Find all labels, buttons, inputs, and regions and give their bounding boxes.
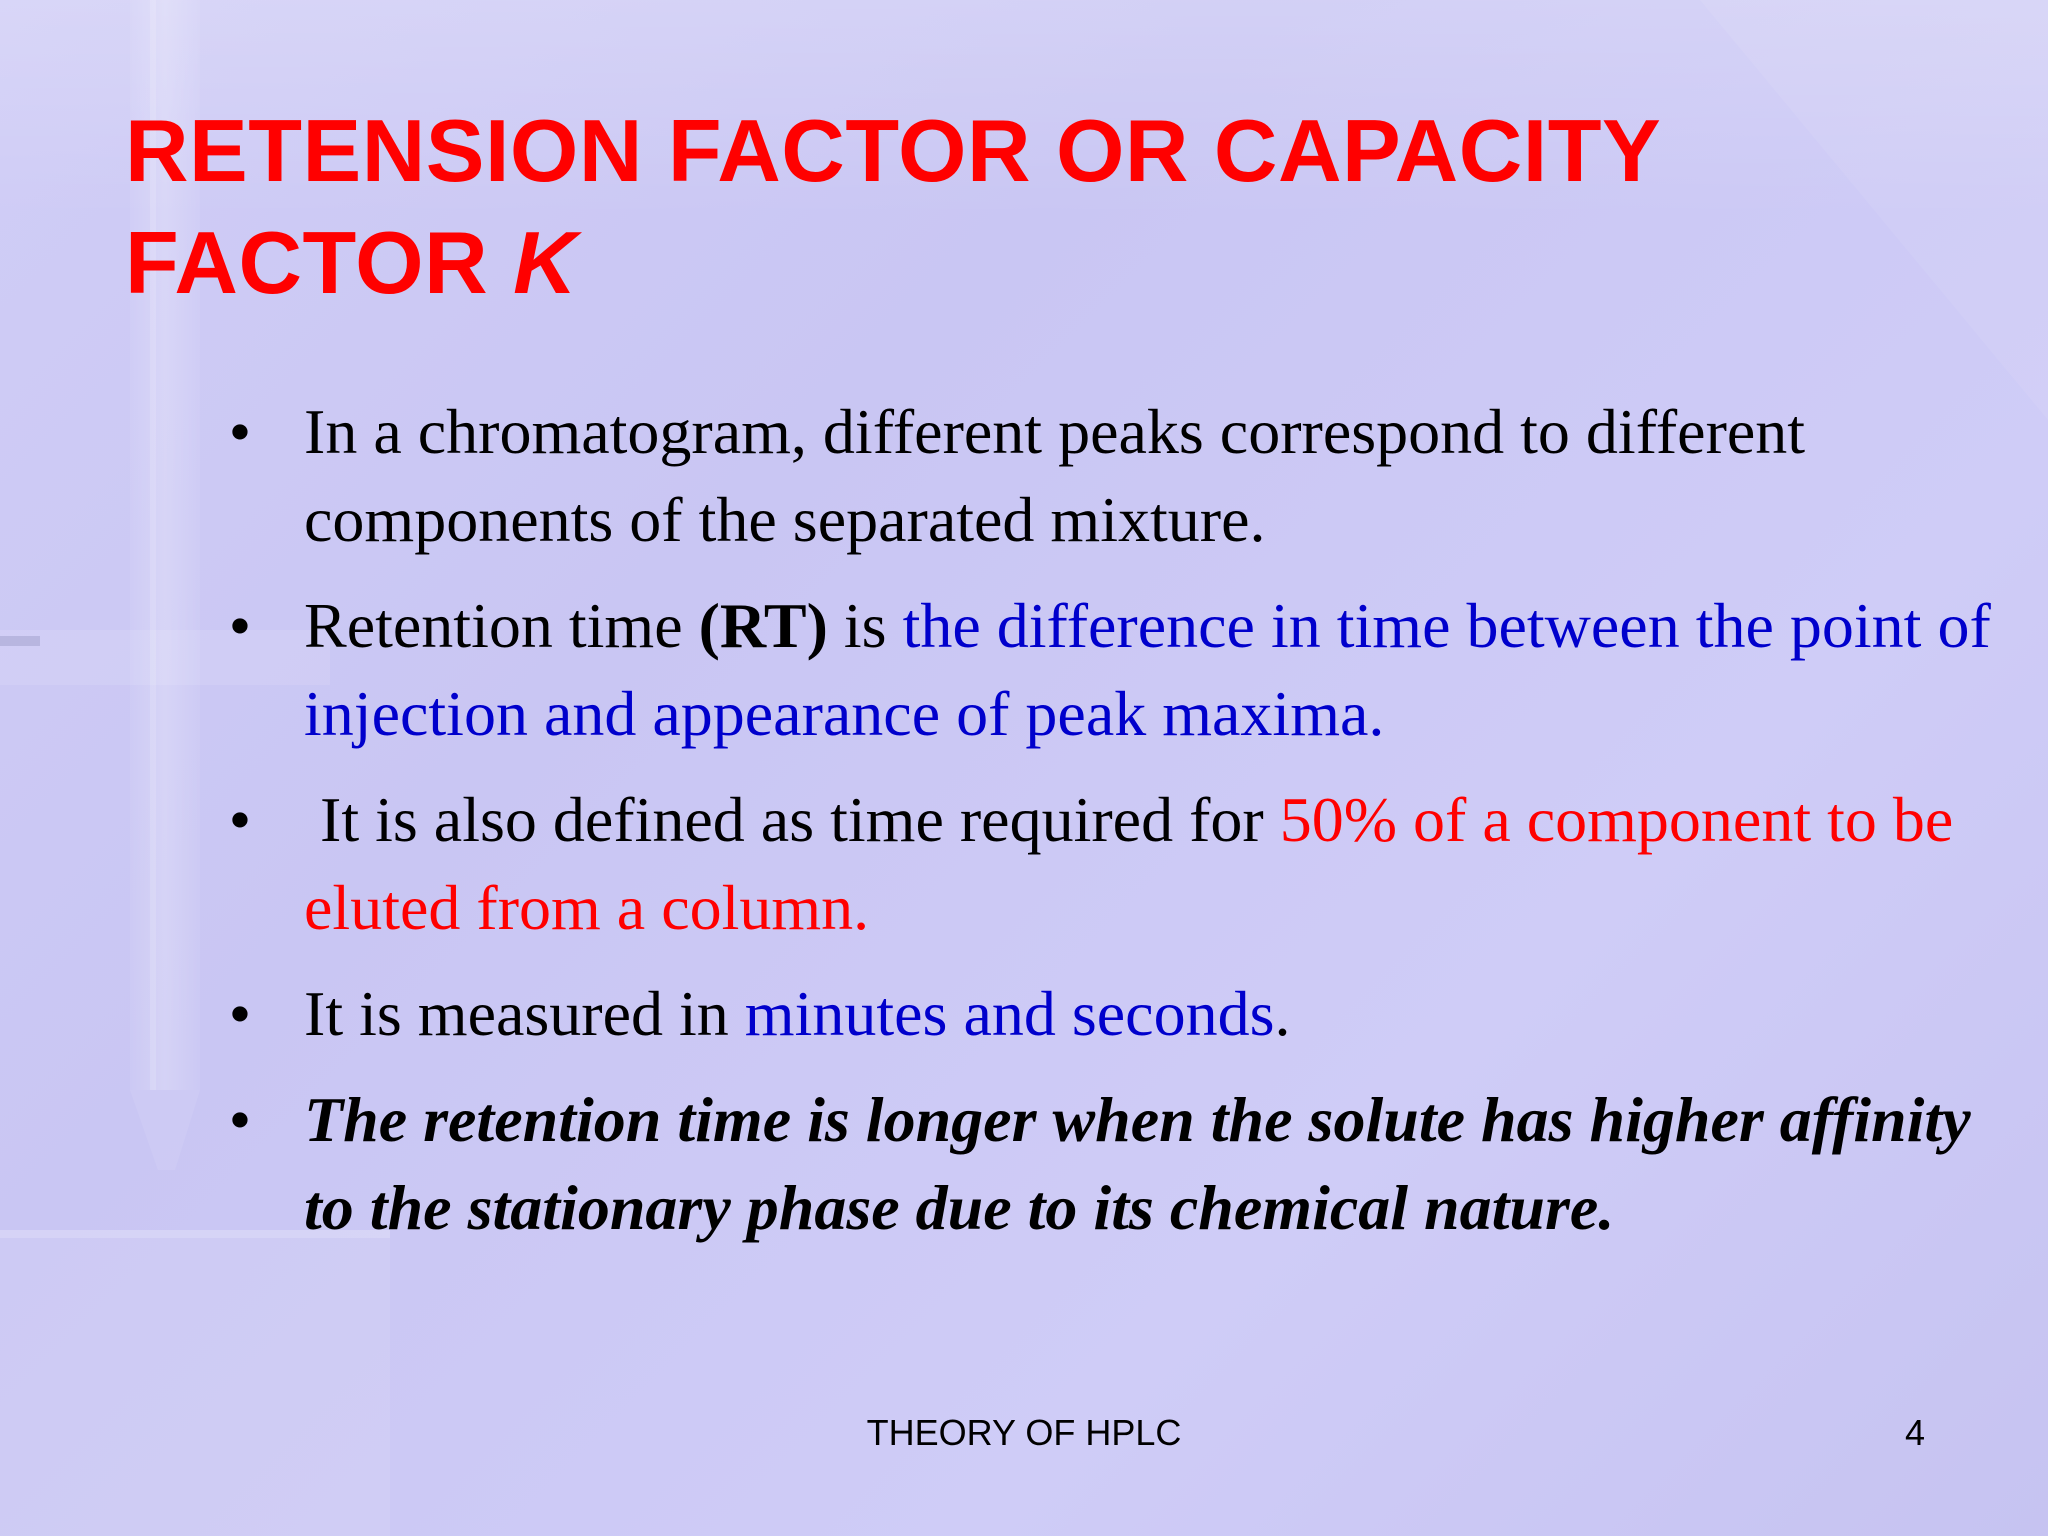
bullet-marker: • xyxy=(228,396,252,467)
bullet-list xyxy=(220,388,2020,1270)
bullet-text: In a chromatogram, different peaks correspond to different components of the separated mixture. xyxy=(304,396,1806,555)
bullet-marker: • xyxy=(228,784,252,855)
bullet-text-highlight-blue: minutes and seconds xyxy=(744,978,1275,1049)
bullet-item xyxy=(220,776,2020,952)
bullet-item xyxy=(220,1076,2020,1252)
bullet-text: Retention time xyxy=(304,590,699,661)
bullet-text-highlight-blue: the difference in time between the point of injection and appearance of peak maxima. xyxy=(304,590,1991,749)
bullet-text: It is also defined as time required for xyxy=(304,784,1280,855)
bullet-item xyxy=(220,970,2020,1058)
bullet-item xyxy=(220,582,2020,758)
slide-title xyxy=(125,95,1925,319)
bullet-marker: • xyxy=(228,978,252,1049)
bullet-marker: • xyxy=(228,1084,252,1155)
bullet-text-bold-italic: The retention time is longer when the solute has higher affinity to the stationary phase due to its chemical nature. xyxy=(304,1084,1971,1243)
footer-title: THEORY OF HPLC xyxy=(866,1412,1182,1453)
bullet-text: . xyxy=(1274,978,1291,1049)
page-number: 4 xyxy=(1904,1412,1926,1453)
bullet-text-highlight-red: 50% of a component to be eluted from a column. xyxy=(304,784,1954,943)
bullet-text: is xyxy=(827,590,903,661)
bullet-item xyxy=(220,388,2020,564)
slide-title-main-text: RETENSION FACTOR OR CAPACITY FACTOR xyxy=(125,101,1660,312)
bullet-text-bold: (RT) xyxy=(698,590,828,661)
bullet-text: It is measured in xyxy=(304,978,745,1049)
slide-title-italic-k: K xyxy=(513,213,578,312)
bullet-marker: • xyxy=(228,590,252,661)
